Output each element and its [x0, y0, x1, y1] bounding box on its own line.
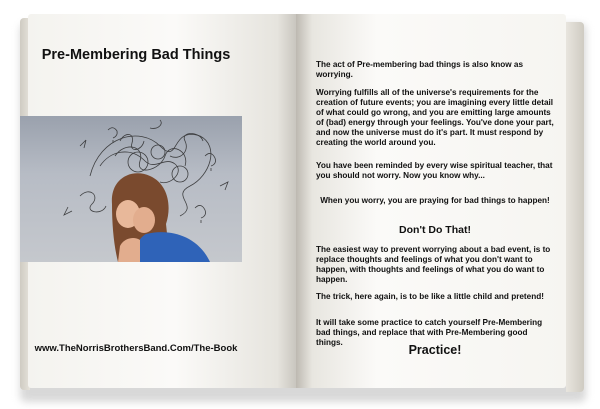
paragraph-5: Don't Do That!: [399, 224, 471, 236]
paragraph-1: The act of Pre-membering bad things is also know as worrying.: [316, 60, 524, 79]
paragraph-9: Practice!: [408, 343, 462, 357]
paragraph-2: Worrying fulfills all of the universe's requirements for the creation of future events; you are imagining every little detail of what could go wrong, and you are emitting large amounts of (bad) energy through your feelings. You've done your part, and now the universe must do it's part. It must respond by creating the world around you.: [316, 88, 554, 147]
paragraph-7: The trick, here again, is to be like a little child and pretend!: [316, 292, 544, 301]
woman-stressed-illustration: [20, 116, 242, 262]
right-page-edges: [566, 22, 584, 392]
paragraph-6: The easiest way to prevent worrying about a bad event, is to replace thoughts and feelings of what you don't want to happen, with thoughts and feelings of what you do want to happen.: [316, 245, 551, 284]
paragraph-8: It will take some practice to catch yourself Pre-Membering bad things, and replace that with Pre-Membering good things.: [316, 318, 543, 347]
paragraph-4: When you worry, you are praying for bad things to happen!: [320, 196, 550, 205]
paragraph-3: You have been reminded by every wise spiritual teacher, that you should not worry. Now you know why...: [316, 161, 553, 180]
page-title: Pre-Membering Bad Things: [41, 47, 231, 63]
website-link[interactable]: www.TheNorrisBrothersBand.Com/The-Book: [34, 343, 238, 354]
stressed-woman-photo: [20, 116, 242, 262]
